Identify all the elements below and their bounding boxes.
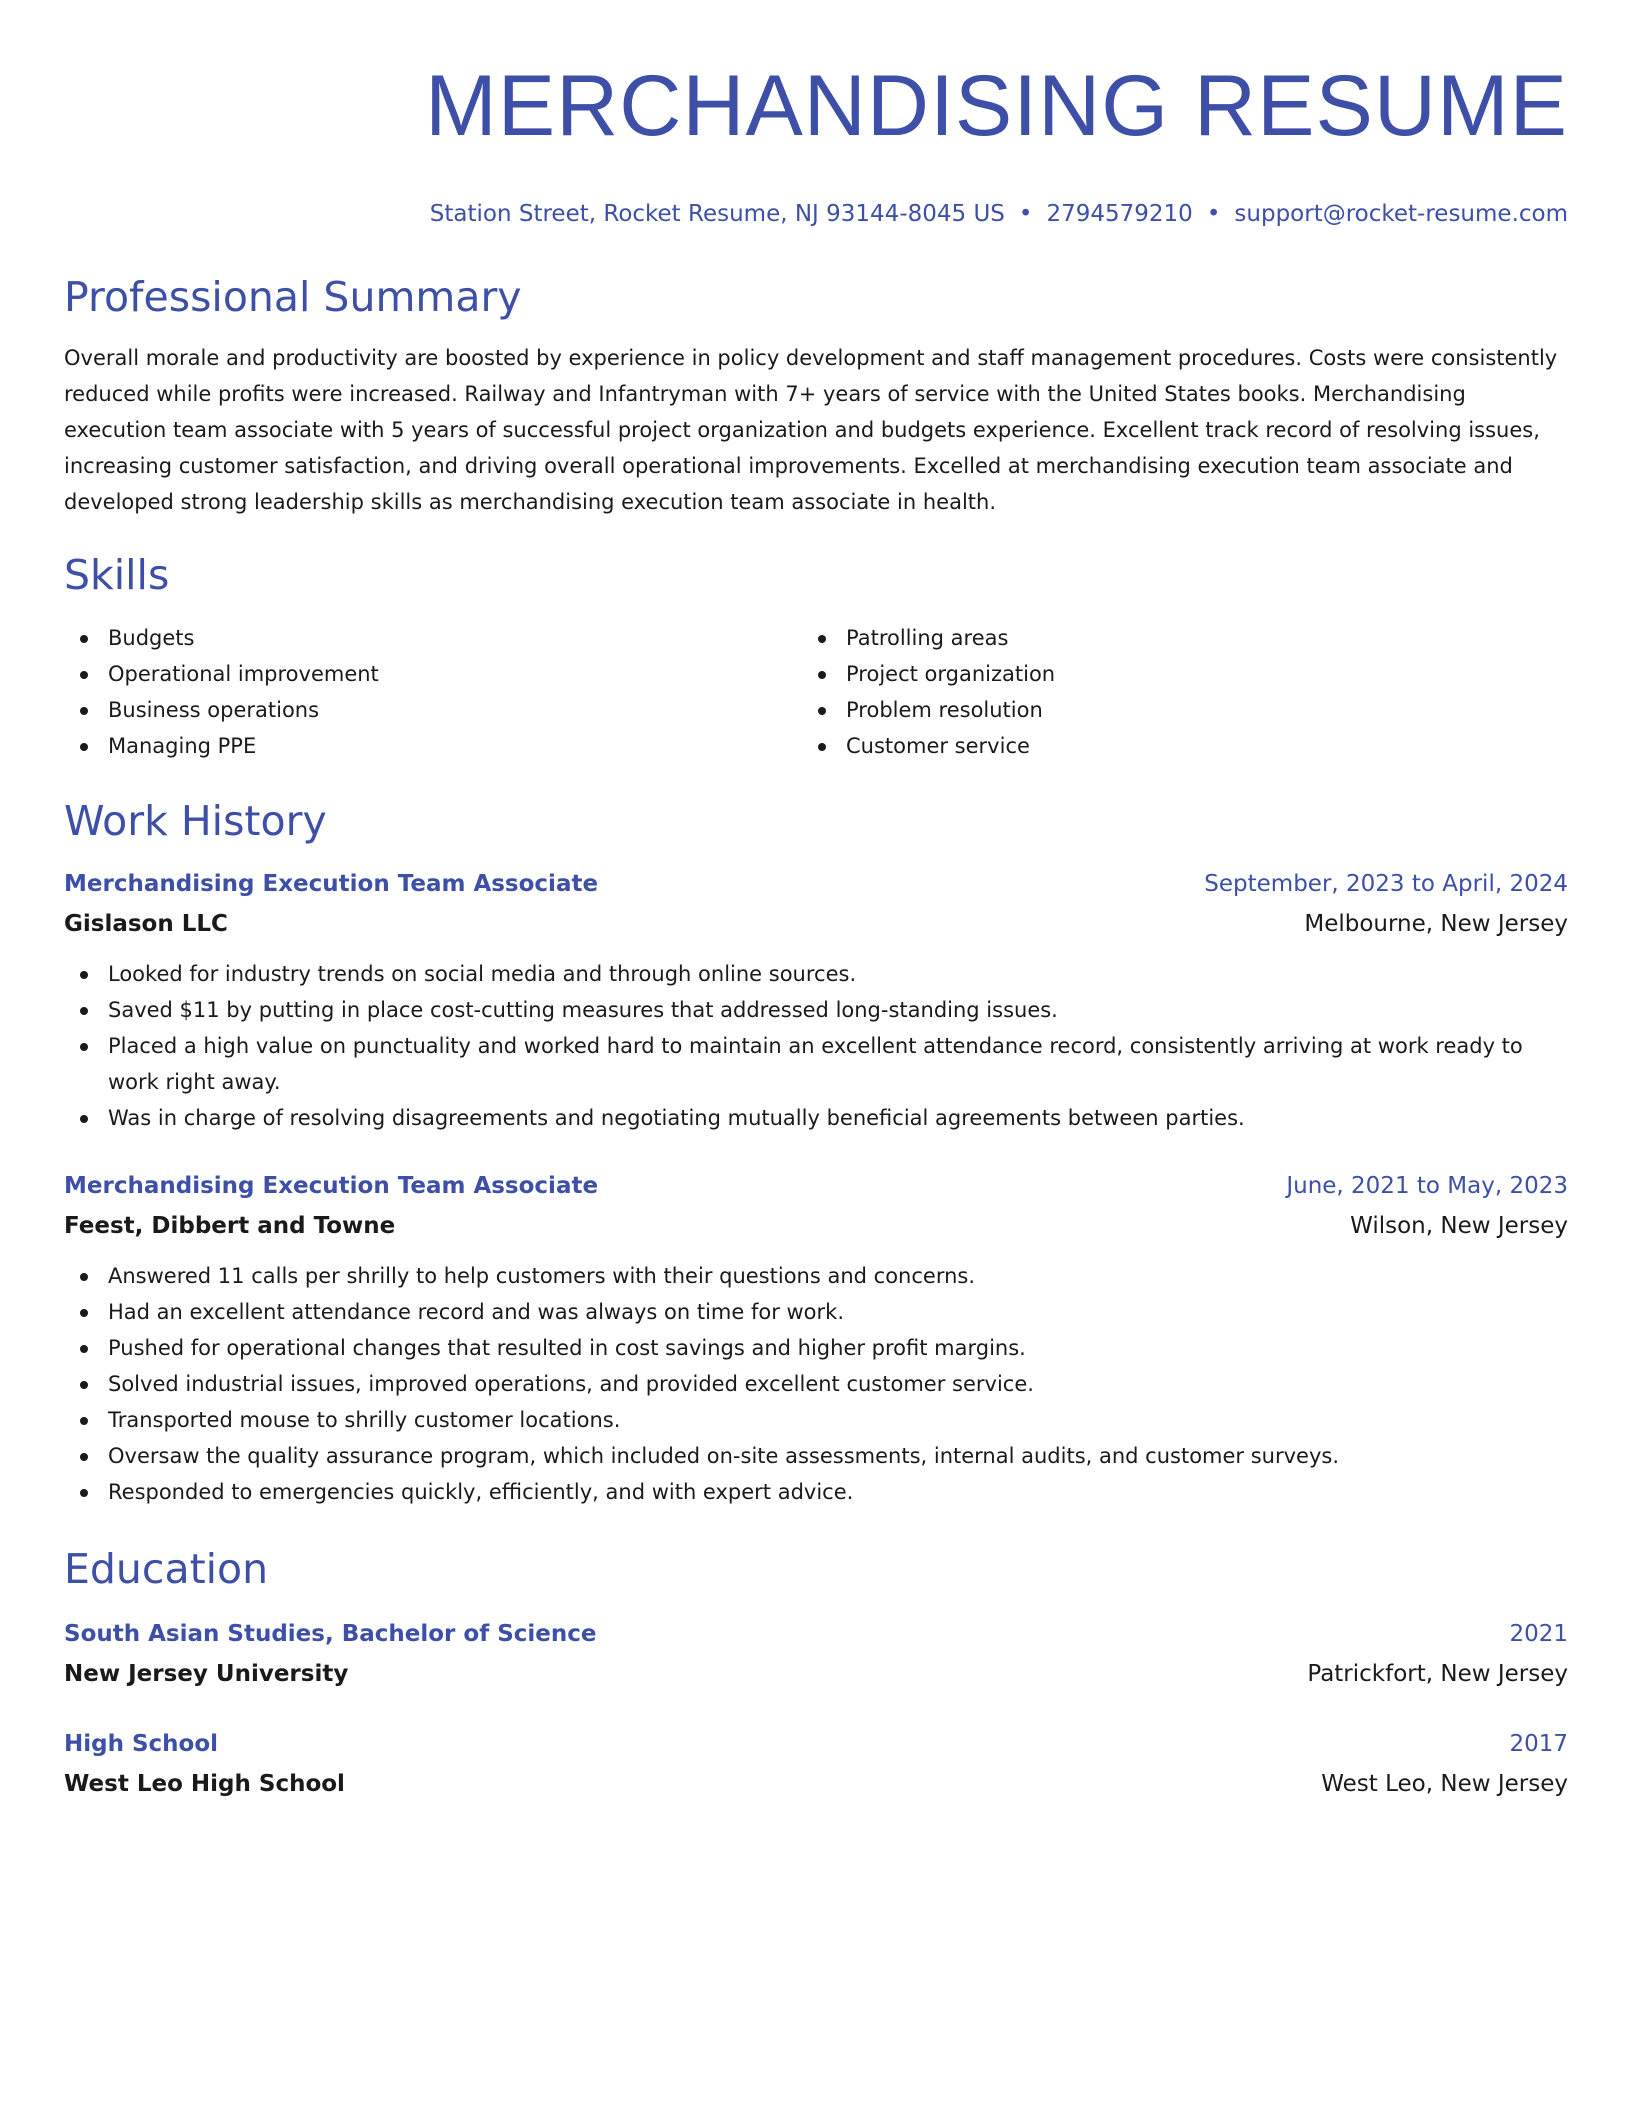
duties-list: [64, 956, 1568, 1136]
duty-item: Transported mouse to shrilly customer locations.: [64, 1402, 1568, 1438]
email-link[interactable]: support@rocket-resume.com: [1234, 201, 1568, 227]
school-location: Patrickfort, New Jersey: [1307, 1661, 1568, 1687]
section-title-work-history: Work History: [64, 797, 327, 845]
job-title: Merchandising Execution Team Associate: [64, 871, 599, 897]
duty-item: Solved industrial issues, improved operations, and provided excellent customer service.: [64, 1366, 1568, 1402]
resume-title: MERCHANDISING RESUME: [425, 58, 1568, 154]
section-title-skills: Skills: [64, 551, 170, 599]
contact-line: [64, 200, 1568, 228]
company-name: Feest, Dibbert and Towne: [64, 1213, 396, 1239]
job-entry: [64, 864, 1568, 1136]
company-name: Gislason LLC: [64, 911, 228, 937]
skill-item: Budgets: [64, 620, 802, 656]
degree-title: High School: [64, 1731, 219, 1757]
job-location: Wilson, New Jersey: [1350, 1213, 1568, 1239]
education-entry: [64, 1614, 1568, 1694]
degree-title: South Asian Studies, Bachelor of Science: [64, 1621, 597, 1647]
duty-item: Had an excellent attendance record and was always on time for work.: [64, 1294, 1568, 1330]
duty-item: Looked for industry trends on social media and through online sources.: [64, 956, 1568, 992]
duties-list: [64, 1258, 1568, 1510]
separator-dot: •: [1018, 201, 1033, 227]
school-name: West Leo High School: [64, 1771, 345, 1797]
phone-text: 2794579210: [1046, 201, 1193, 227]
skill-item: Project organization: [802, 656, 1540, 692]
summary-text: Overall morale and productivity are boosted by experience in policy development and staff management procedures. Costs were consistently reduced while profits were increased. Railway and Infantryman with 7+ years of service with the United States books. Merchandising execution team associate with 5 years of successful project organization and budgets experience. Excellent track record of resolving issues, increasing customer satisfaction, and driving overall operational improvements. Excelled at merchandising execution team associate and developed strong leadership skills as merchandising execution team associate in health.: [64, 346, 1558, 514]
skill-item: Patrolling areas: [802, 620, 1540, 656]
duty-item: Oversaw the quality assurance program, which included on-site assessments, internal audits, and customer surveys.: [64, 1438, 1568, 1474]
school-location: West Leo, New Jersey: [1321, 1771, 1568, 1797]
job-title: Merchandising Execution Team Associate: [64, 1173, 599, 1199]
skill-item: Business operations: [64, 692, 802, 728]
section-title-education: Education: [64, 1545, 269, 1593]
skills-column-left: [64, 620, 802, 764]
skill-item: Operational improvement: [64, 656, 802, 692]
section-title-summary: Professional Summary: [64, 273, 522, 321]
address-text: Station Street, Rocket Resume, NJ 93144-8045 US: [429, 201, 1005, 227]
school-name: New Jersey University: [64, 1661, 349, 1687]
duty-item: Answered 11 calls per shrilly to help customers with their questions and concerns.: [64, 1258, 1568, 1294]
skill-item: Managing PPE: [64, 728, 802, 764]
duty-item: Saved $11 by putting in place cost-cutting measures that addressed long-standing issues.: [64, 992, 1568, 1028]
job-entry: [64, 1166, 1568, 1510]
duty-item: Was in charge of resolving disagreements and negotiating mutually beneficial agreements between parties.: [64, 1100, 1568, 1136]
duty-item: Placed a high value on punctuality and worked hard to maintain an excellent attendance record, consistently arriving at work ready to work right away.: [64, 1028, 1568, 1100]
duty-item: Responded to emergencies quickly, efficiently, and with expert advice.: [64, 1474, 1568, 1510]
graduation-year: 2021: [1509, 1621, 1568, 1647]
education-entry: [64, 1724, 1568, 1804]
skill-item: Customer service: [802, 728, 1540, 764]
job-location: Melbourne, New Jersey: [1304, 911, 1568, 937]
duty-item: Pushed for operational changes that resulted in cost savings and higher profit margins.: [64, 1330, 1568, 1366]
graduation-year: 2017: [1509, 1731, 1568, 1757]
separator-dot: •: [1206, 201, 1221, 227]
job-dates: September, 2023 to April, 2024: [1204, 871, 1568, 897]
skill-item: Problem resolution: [802, 692, 1540, 728]
skills-list: [64, 620, 1568, 764]
skills-column-right: [802, 620, 1540, 764]
job-dates: June, 2021 to May, 2023: [1286, 1173, 1568, 1199]
